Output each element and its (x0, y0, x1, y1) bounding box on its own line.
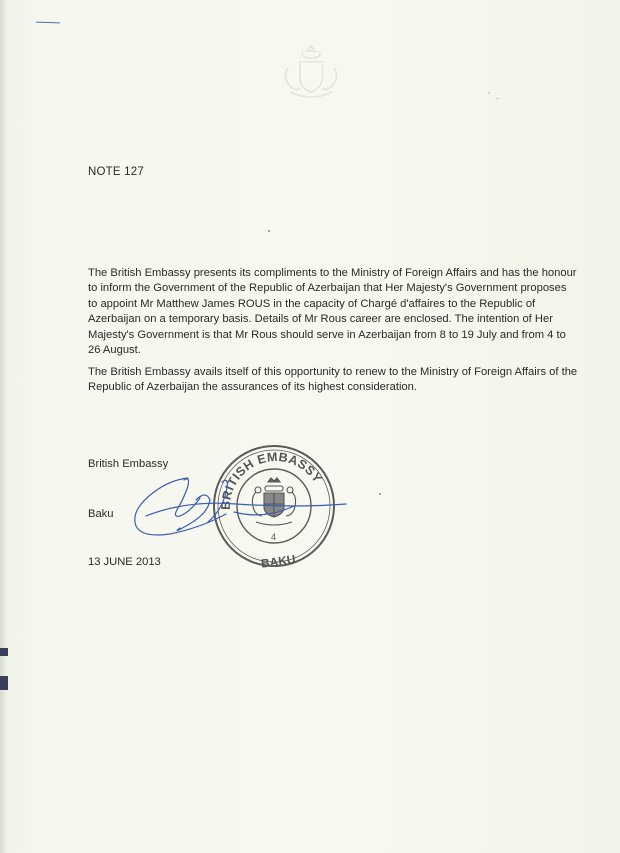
note-date: 13 JUNE 2013 (88, 556, 161, 568)
sender-name: British Embassy (88, 458, 169, 470)
embossed-crest-icon (276, 40, 346, 102)
scan-speck (496, 98, 499, 99)
handwritten-signature (126, 472, 356, 544)
scan-edge-mark (0, 676, 8, 690)
scan-edge-mark (0, 648, 8, 656)
scan-pen-mark (36, 22, 60, 24)
scan-speck (488, 92, 490, 94)
note-number: NOTE 127 (88, 166, 144, 178)
sender-city: Baku (88, 508, 114, 520)
stamp-top-text: BRITISH EMBASSY (218, 449, 325, 511)
stamp-bottom-text: BAKU (260, 552, 297, 571)
scan-left-edge (0, 0, 6, 853)
scan-speck (379, 493, 381, 495)
stamp-number: 4 (271, 532, 277, 542)
body-paragraph: The British Embassy presents its compliments to the Ministry of Foreign Affairs and has the honour to inform the Government of the Republic of Azerbaijan that Her Majesty's Government proposes to appoint Mr Matthew James ROUS in the capacity of Chargé d'affaires to the Republic of Azerbaijan on a temporary basis. Details of Mr Rous career are enclosed. The intention of Her Majesty's Government is that Mr Rous should serve in Azerbaijan from 8 to 19 July and from 4 to 26 August. (88, 267, 577, 357)
scan-speck (268, 230, 270, 232)
closing-paragraph: The British Embassy avails itself of this opportunity to renew to the Ministry of Foreign Affairs of the Republic of Azerbaijan the assurances of its highest consideration. (88, 366, 578, 394)
